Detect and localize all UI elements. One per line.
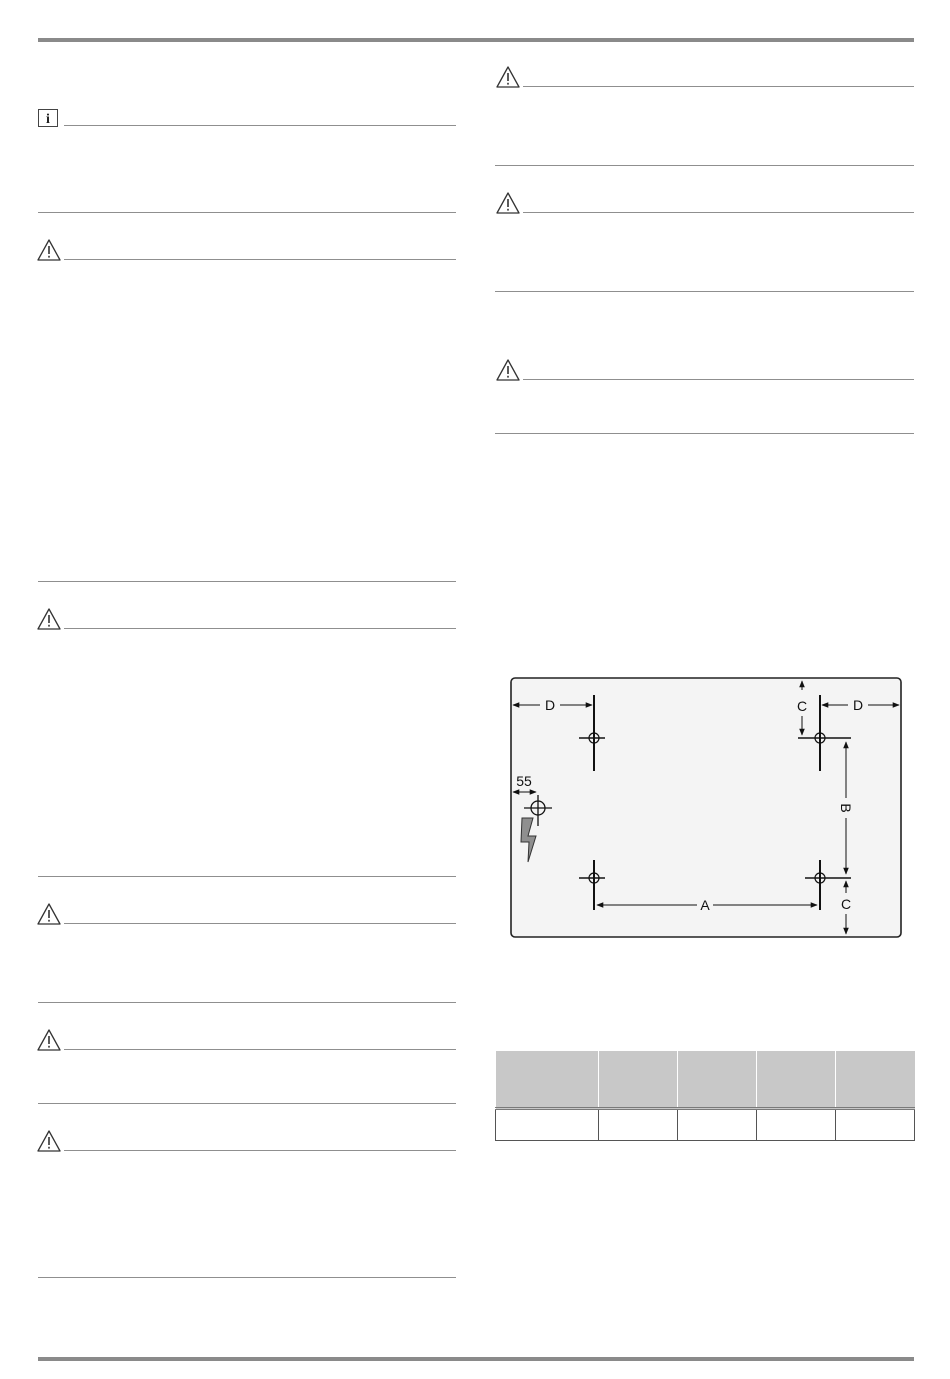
table-header-cell — [678, 1051, 757, 1109]
warning-icon — [37, 608, 61, 630]
table-cell — [599, 1109, 678, 1141]
table-header-cell — [496, 1051, 599, 1109]
page-top-rule — [38, 38, 914, 42]
table-header-cell — [599, 1051, 678, 1109]
dimension-label-d-left: D — [544, 697, 556, 713]
notice-header-rule — [64, 923, 456, 924]
dimension-label-b: B — [838, 803, 854, 813]
warning-icon — [37, 239, 61, 261]
notice-end-rule — [38, 1002, 456, 1003]
dimension-label-offset: 55 — [516, 773, 532, 789]
notice-header-rule — [523, 86, 914, 87]
svg-text:i: i — [46, 112, 50, 127]
notice-header-rule — [64, 1049, 456, 1050]
notice-header-rule — [64, 1150, 456, 1151]
table-header-cell — [836, 1051, 915, 1109]
notice-header-rule — [523, 379, 914, 380]
mounting-hole-diagram — [505, 672, 909, 944]
warning-icon — [496, 192, 520, 214]
table-header-row — [496, 1051, 915, 1109]
warning-icon — [37, 1130, 61, 1152]
table-cell — [678, 1109, 757, 1141]
notice-end-rule — [495, 433, 914, 434]
notice-header-rule — [64, 259, 456, 260]
warning-icon — [496, 359, 520, 381]
notice-end-rule — [38, 212, 456, 213]
dimension-label-d-right: D — [852, 697, 864, 713]
page-bottom-rule — [38, 1357, 914, 1361]
table-cell — [496, 1109, 599, 1141]
dimension-label-c-top: C — [796, 698, 808, 714]
warning-icon — [37, 903, 61, 925]
notice-end-rule — [38, 1103, 456, 1104]
notice-header-rule — [64, 628, 456, 629]
notice-end-rule — [38, 581, 456, 582]
table-row — [496, 1109, 915, 1141]
notice-end-rule — [495, 165, 914, 166]
dimension-label-a: A — [700, 897, 710, 913]
notice-header-rule — [523, 212, 914, 213]
warning-icon — [37, 1029, 61, 1051]
table-cell — [836, 1109, 915, 1141]
notice-end-rule — [38, 876, 456, 877]
table-header-cell — [757, 1051, 836, 1109]
info-icon — [38, 109, 58, 127]
notice-end-rule — [495, 291, 914, 292]
notice-end-rule — [38, 1277, 456, 1278]
warning-icon — [496, 66, 520, 88]
table-cell — [757, 1109, 836, 1141]
dimension-table — [495, 1051, 915, 1141]
notice-header-rule — [64, 125, 456, 126]
dimension-label-c-bottom: C — [840, 896, 852, 912]
